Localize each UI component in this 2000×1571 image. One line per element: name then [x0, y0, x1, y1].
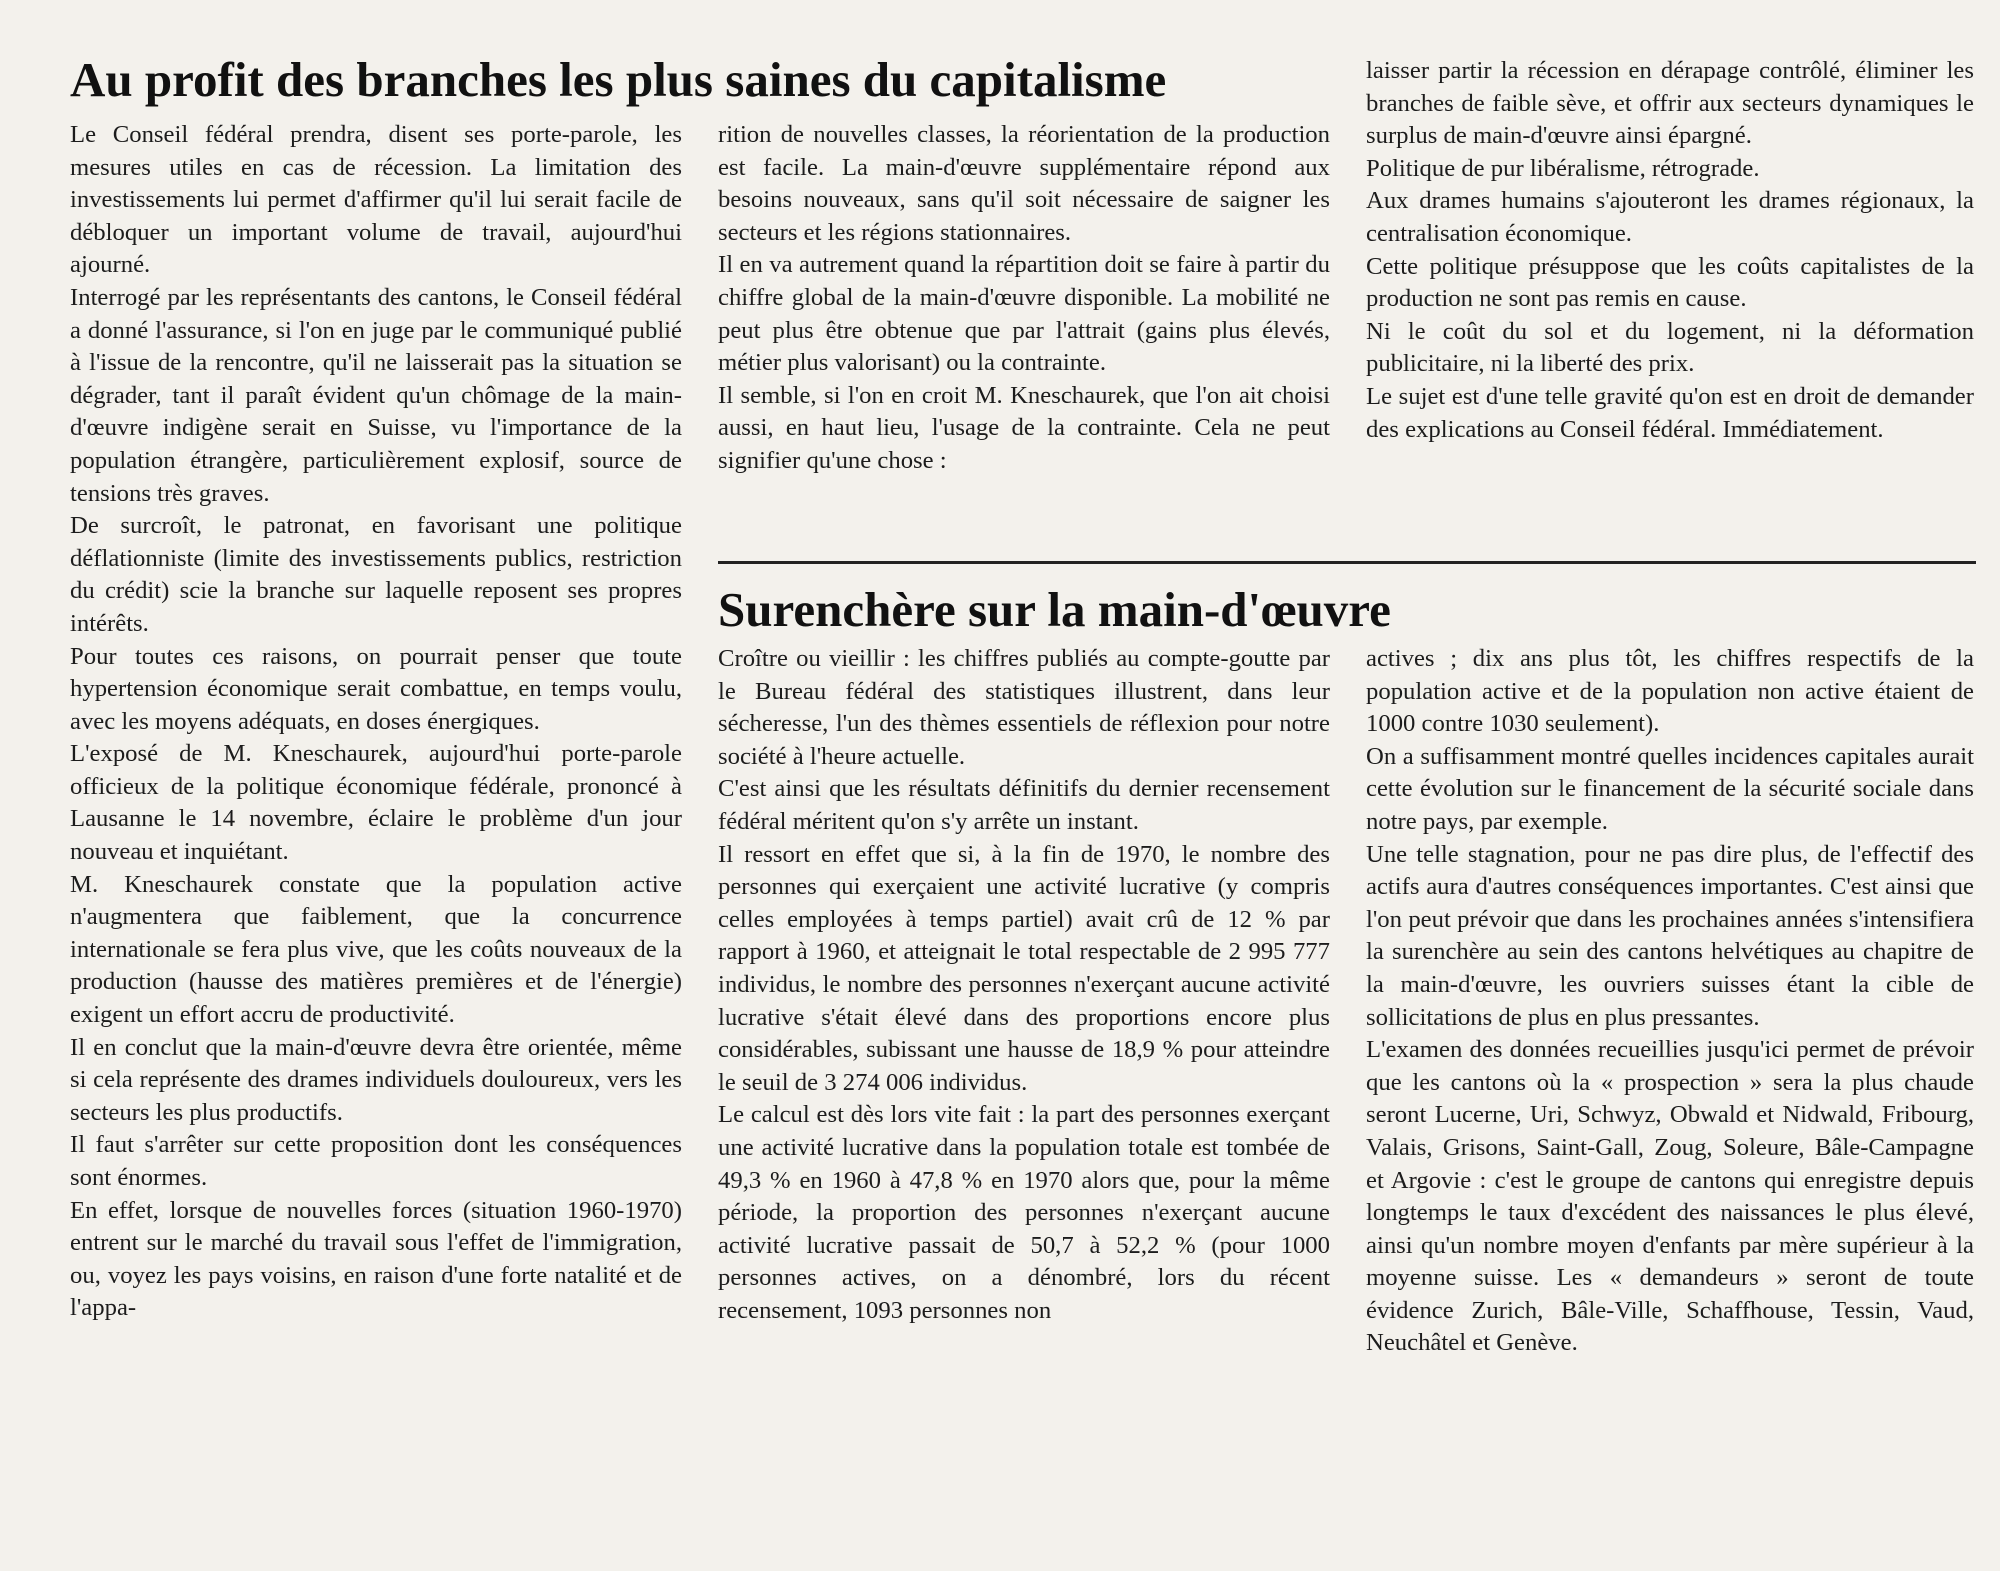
article-1-column-1: [70, 119, 682, 1325]
paragraph: C'est ainsi que les résultats définitifs du dernier recensement fédéral méritent qu'on s'y arrête un instant.: [718, 775, 1330, 835]
paragraph: Le calcul est dès lors vite fait : la part des personnes exerçant une activité lucrative dans la population totale est tombée de 49,3 % en 1960 à 47,8 % en 1970 alors que, pour la même période, la proportion des personnes n'exerçant aucune activité lucrative passait de 50,7 à 52,2 % (pour 1000 personnes actives, on a dénombré, lors du récent recensement, 1093 personnes non: [718, 1101, 1330, 1324]
article-2-column-1: [718, 643, 1330, 1327]
paragraph: Croître ou vieillir : les chiffres publiés au compte-goutte par le Bureau fédéral des statistiques illustrent, dans leur sécheresse, l'un des thèmes essentiels de réflexion pour notre société à l'heure actuelle.: [718, 645, 1330, 770]
paragraph: Il faut s'arrêter sur cette proposition dont les conséquences sont énormes.: [70, 1131, 682, 1191]
paragraph: Il ressort en effet que si, à la fin de 1970, le nombre des personnes qui exerçaient une activité lucrative (y compris celles employées à temps partiel) avait crû de 12 % par rapport à 1960, et atteignait le total respectable de 2 995 777 individus, le nombre des personnes n'exerçant aucune activité lucrative s'était élevé dans des proportions encore plus considérables, subissant une hausse de 18,9 % pour atteindre le seuil de 3 274 006 individus.: [718, 840, 1330, 1096]
paragraph: rition de nouvelles classes, la réorientation de la production est facile. La main-d'œuvre supplémentaire répond aux besoins nouveaux, sans qu'il soit nécessaire de saigner les secteurs et les régions stationnaires.: [718, 121, 1330, 246]
section-divider-rule: [718, 561, 1976, 564]
paragraph: Il en va autrement quand la répartition doit se faire à partir du chiffre global de la main-d'œuvre disponible. La mobilité ne peut plus être obtenue que par l'attrait (gains plus élevés, métier plus valorisant) ou la contrainte.: [718, 251, 1330, 377]
paragraph: Interrogé par les représentants des cantons, le Conseil fédéral a donné l'assurance, si l'on en juge par le communiqué publié à l'issue de la rencontre, qu'il ne laisserait pas la situation se dégrader, tant il paraît évident qu'un chômage de la main-d'œuvre indigène serait en Suisse, vu l'importance de la population étrangère, particulièrement explosif, source de tensions très graves.: [70, 283, 682, 507]
article-1-column-2: [718, 119, 1330, 478]
paragraph: On a suffisamment montré quelles incidences capitales aurait cette évolution sur le financement de la sécurité sociale dans notre pays, par exemple.: [1366, 742, 1974, 835]
paragraph: L'exposé de M. Kneschaurek, aujourd'hui porte-parole officieux de la politique économique fédérale, prononcé à Lausanne le 14 novembre, éclaire le problème d'un jour nouveau et inquiétant.: [70, 740, 682, 866]
paragraph: De surcroît, le patronat, en favorisant une politique déflationniste (limite des investissements publics, restriction du crédit) scie la branche sur laquelle reposent ses propres intérêts.: [70, 512, 682, 637]
paragraph: Il en conclut que la main-d'œuvre devra être orientée, même si cela représente des drames individuels douloureux, vers les secteurs les plus productifs.: [70, 1033, 682, 1126]
paragraph: En effet, lorsque de nouvelles forces (situation 1960-1970) entrent sur le marché du travail sous l'effet de l'immigration, ou, voyez les pays voisins, en raison d'une forte natalité et de l'appa-: [70, 1196, 682, 1322]
article-2-column-2: [1366, 643, 1974, 1360]
paragraph: Une telle stagnation, pour ne pas dire plus, de l'effectif des actifs aura d'autres conséquences importantes. C'est ainsi que l'on peut prévoir que dans les prochaines années s'intensifiera la surenchère au sein des cantons helvétiques au chapitre de la main-d'œuvre, les ouvriers suisses étant la cible de sollicitations de plus en plus pressantes.: [1366, 840, 1974, 1031]
paragraph: L'examen des données recueillies jusqu'ici permet de prévoir que les cantons où la « prospection » sera la plus chaude seront Lucerne, Uri, Schwyz, Obwald et Nidwald, Fribourg, Valais, Grisons, Saint-Gall, Zoug, Soleure, Bâle-Campagne et Argovie : c'est le groupe de cantons qui enregistre depuis longtemps le taux d'excédent des naissances le plus élevé, ainsi qu'un nombre moyen d'enfants par mère supérieur à la moyenne suisse. Les « demandeurs » seront de toute évidence Zurich, Bâle-Ville, Schaffhouse, Tessin, Vaud, Neuchâtel et Genève.: [1366, 1036, 1974, 1357]
paragraph: Cette politique présuppose que les coûts capitalistes de la production ne sont pas remis en cause.: [1366, 252, 1974, 313]
paragraph: Ni le coût du sol et du logement, ni la déformation publicitaire, ni la liberté des prix.: [1366, 317, 1974, 378]
paragraph: Le Conseil fédéral prendra, disent ses porte-parole, les mesures utiles en cas de récession. La limitation des investissements lui permet d'affirmer qu'il lui serait facile de débloquer un important volume de travail, aujourd'hui ajourné.: [70, 121, 682, 279]
paragraph: Le sujet est d'une telle gravité qu'on est en droit de demander des explications au Conseil fédéral. Immédiatement.: [1366, 382, 1974, 443]
paragraph: actives ; dix ans plus tôt, les chiffres respectifs de la population active et de la population non active étaient de 1000 contre 1030 seulement).: [1366, 645, 1974, 738]
paragraph: Pour toutes ces raisons, on pourrait penser que toute hypertension économique serait combattue, en temps voulu, avec les moyens adéquats, en doses énergiques.: [70, 642, 682, 735]
paragraph: Politique de pur libéralisme, rétrograde.: [1366, 154, 1760, 182]
paragraph: laisser partir la récession en dérapage contrôlé, éliminer les branches de faible sève, et offrir aux secteurs dynamiques le surplus de main-d'œuvre ainsi épargné.: [1366, 57, 1974, 150]
article-1-title: Au profit des branches les plus saines du capitalisme: [70, 52, 1167, 107]
article-2-title: Surenchère sur la main-d'œuvre: [718, 582, 1391, 637]
article-1-column-3: [1366, 55, 1974, 446]
paragraph: Aux drames humains s'ajouteront les drames régionaux, la centralisation économique.: [1366, 187, 1974, 247]
paragraph: Il semble, si l'on en croit M. Kneschaurek, que l'on ait choisi aussi, en haut lieu, l'usage de la contrainte. Cela ne peut signifier qu'une chose :: [718, 381, 1330, 474]
paragraph: M. Kneschaurek constate que la population active n'augmentera que faiblement, que la concurrence internationale se fera plus vive, que les coûts nouveaux de la production (hausse des matières premières et de l'énergie) exigent un effort accru de productivité.: [70, 870, 682, 1029]
